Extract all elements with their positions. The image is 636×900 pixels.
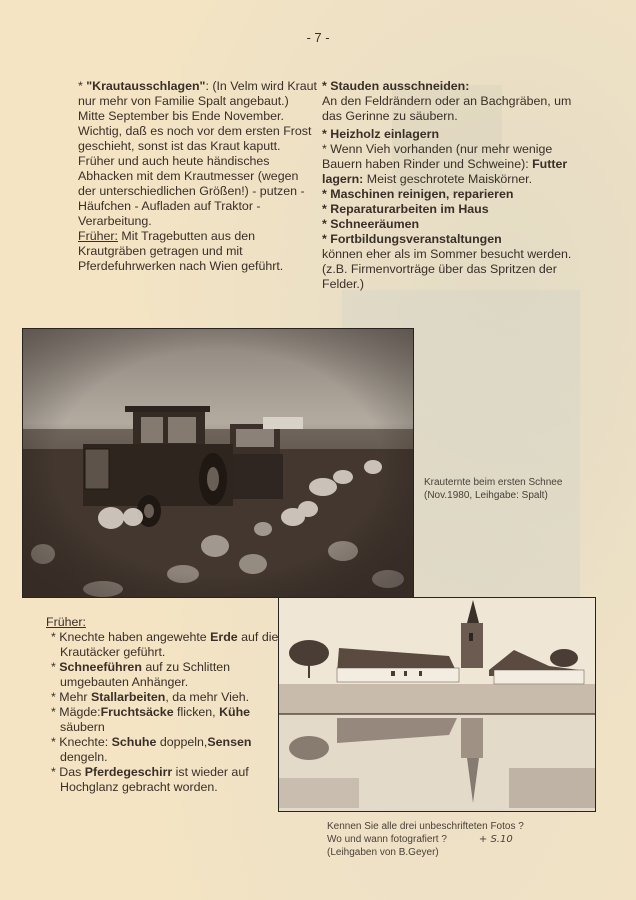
village-pond-image [279, 598, 595, 811]
village-pond-photo [278, 597, 596, 812]
list-item: * Schneeräumen [322, 217, 420, 231]
list-item: * Maschinen reinigen, reparieren [322, 187, 514, 201]
kraut-paragraph: * "Krautausschlagen": (In Velm wird Kraut nur mehr von Familie Spalt angebaut.) Mitte September bis Ende November. Wichtig, daß es noch vor dem ersten Frost geschieht, sonst ist das Kraut kaputt. Früher und auch heute händisches Abhacken mit dem Krautmesser (wegen der unterschiedlichen Größen!) - putzen - Häufchen - Aufladen auf Traktor - Verarbeitung. [78, 79, 317, 228]
frueher-label: Früher: [78, 229, 118, 243]
handwritten-note: + S.10 [478, 834, 513, 845]
page-number: - 7 - [306, 30, 330, 45]
list-item: * Reparaturarbeiten im Haus [322, 202, 489, 216]
list-item: * Knechte haben angewehte Erde auf die Krautäcker geführt. [51, 630, 279, 659]
list-item: * Mägde:Fruchtsäcke flicken, Kühe säubern [51, 705, 251, 734]
frueher-paragraph: Früher: Mit Tragebutten aus den Krautgräben getragen und mit Pferdefuhrwerken nach Wien geführt. [78, 229, 284, 273]
tractor-photo-caption: Krauternte beim ersten Schnee (Nov.1980, Leihgabe: Spalt) [424, 477, 563, 501]
list-item: * Wenn Vieh vorhanden (nur mehr wenige Bauern haben Rinder und Schweine): Futter lagern: Meist geschrotete Maiskörner. [322, 142, 568, 186]
frueher-list [46, 615, 286, 795]
list-item: * Schneeführen auf zu Schlitten umgebauten Anhänger. [51, 660, 231, 689]
list-item: * Fortbildungsveranstaltungen können eher als im Sommer besucht werden. (z.B. Firmenvorträge über das Spritzen der Felder.) [322, 232, 572, 291]
list-item: * Knechte: Schuhe doppeln,Sensen dengeln. [51, 735, 252, 764]
list-item: * Das Pferdegeschirr ist wieder auf Hochglanz gebracht worden. [51, 765, 249, 794]
list-item: * Stauden ausschneiden: An den Feldrändern oder an Bachgräben, um das Gerinne zu säubern. [322, 79, 572, 123]
frueher-heading: Früher: [46, 615, 86, 629]
village-photo-caption: Kennen Sie alle drei unbeschrifteten Fotos ? Wo und wann fotografiert ? + S.10 (Leihgaben von B.Geyer) [327, 821, 524, 858]
list-item: * Heizholz einlagern [322, 127, 440, 141]
list-item: * Mehr Stallarbeiten, da mehr Vieh. [51, 690, 250, 704]
right-column [322, 79, 582, 292]
kraut-heading: "Krautausschlagen" [86, 79, 206, 93]
tractor-harvest-photo [22, 328, 414, 598]
tractor-harvest-image [23, 329, 413, 597]
left-column [78, 79, 318, 274]
